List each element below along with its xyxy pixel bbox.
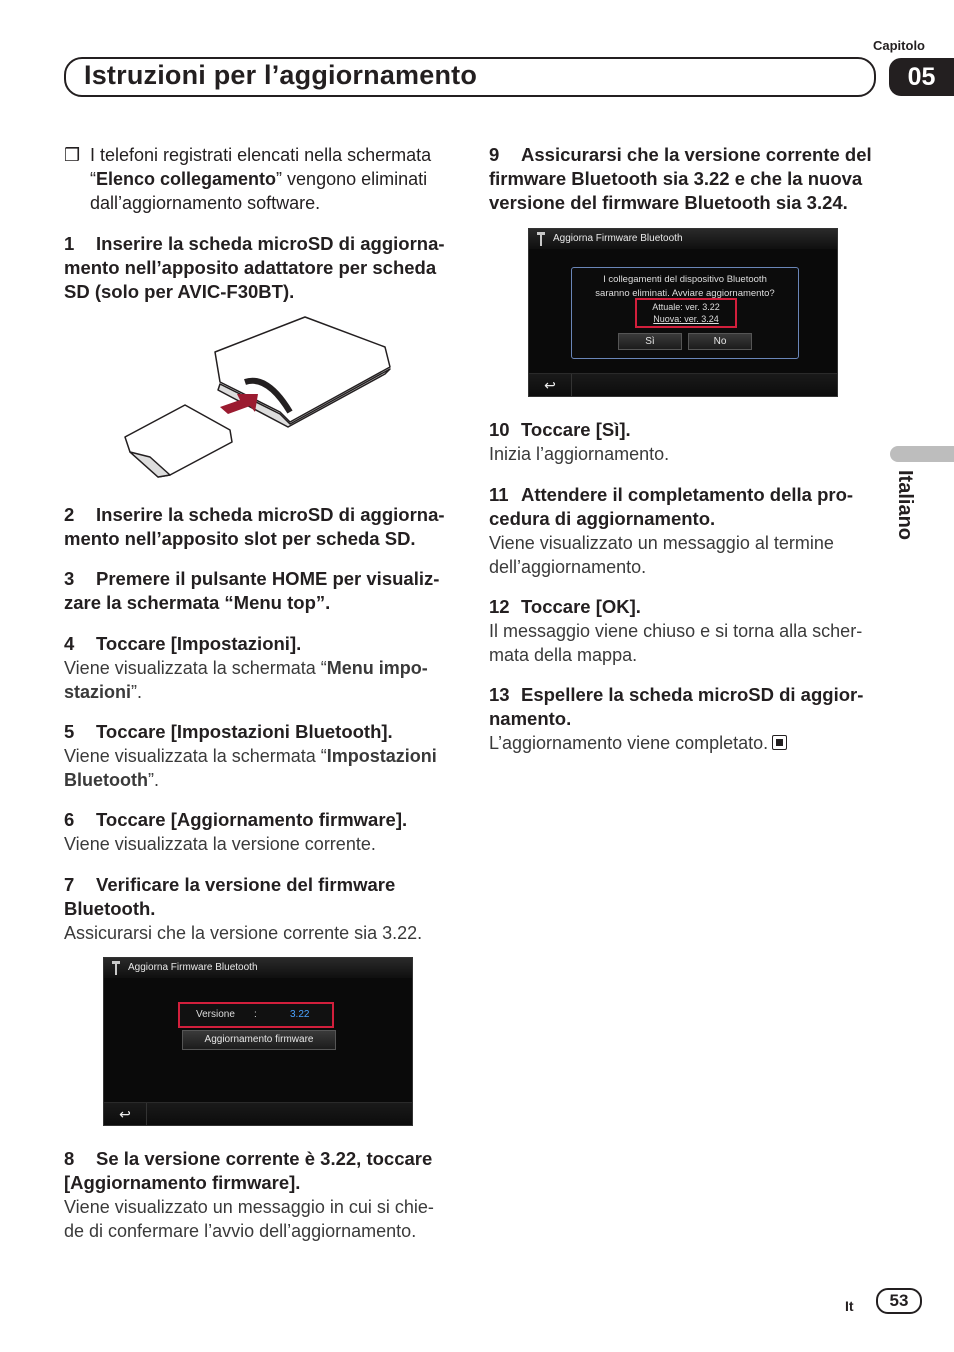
step-body-after: ”. xyxy=(147,770,159,790)
step-3 xyxy=(64,567,449,615)
version-highlight xyxy=(178,1002,334,1028)
step-number: 13 xyxy=(489,684,510,705)
step-title: Assicurarsi che la versione corrente del firmware Bluetooth sia 3.22 e che la nuova versione del firmware Bluetooth sia 3.24. xyxy=(489,144,872,213)
no-button[interactable]: No xyxy=(688,333,752,350)
step-13 xyxy=(489,683,889,755)
version-value: 3.22 xyxy=(290,1009,310,1020)
step-body: Inizia l’aggiornamento. xyxy=(489,444,670,464)
version-separator: : xyxy=(254,1009,257,1020)
step-9 xyxy=(489,143,879,215)
step-title: Toccare [Sì]. xyxy=(521,419,631,440)
insert-arrow-icon xyxy=(220,394,258,414)
step-body: Viene visualizzata la versione corrente. xyxy=(64,834,376,854)
note xyxy=(64,143,454,215)
new-version: Nuova: ver. 3.24 xyxy=(653,314,719,324)
step-number: 12 xyxy=(489,596,510,617)
end-of-section-icon xyxy=(772,735,787,750)
step-10 xyxy=(489,418,889,466)
footer-language: It xyxy=(845,1298,854,1314)
version-highlight xyxy=(635,298,737,328)
screen-bottom-bar xyxy=(104,1102,412,1125)
dialog-message-line-1: I collegamenti del dispositivo Bluetooth xyxy=(603,274,767,285)
step-5 xyxy=(64,720,464,792)
step-2 xyxy=(64,503,449,551)
step-body: Viene visualizzato un messaggio in cui si chie- de di confermare l’avvio dell’aggiornamento. xyxy=(64,1197,434,1241)
step-number: 4 xyxy=(64,633,75,654)
step-12 xyxy=(489,595,889,667)
step-title: Espellere la scheda microSD di aggior- namento. xyxy=(489,684,864,729)
step-number: 2 xyxy=(64,504,75,525)
step-title: Premere il pulsante HOME per visualiz- zare la schermata “Menu top”. xyxy=(64,568,440,613)
note-text-after: ” vengono eliminati dall’aggiornamento software. xyxy=(90,169,428,213)
note-text-before: I telefoni registrati elencati nella schermata “ xyxy=(90,145,432,189)
step-number: 5 xyxy=(64,721,75,742)
step-body-before: Viene visualizzata la schermata “ xyxy=(64,658,327,678)
step-body: Assicurarsi che la versione corrente sia 3.22. xyxy=(64,923,423,943)
step-body-bold: Menu impo- stazioni xyxy=(64,658,428,702)
screen-bottom-bar xyxy=(529,373,837,396)
step-title: Toccare [OK]. xyxy=(521,596,641,617)
back-icon[interactable]: ↩ xyxy=(104,1103,147,1125)
step-title: Inserire la scheda microSD di aggiorna- mento nell’apposito slot per scheda SD. xyxy=(64,504,445,549)
chapter-label: Capitolo xyxy=(873,38,925,53)
update-confirm-screen xyxy=(528,228,838,397)
yes-button[interactable]: Sì xyxy=(618,333,682,350)
pioneer-logo-icon xyxy=(112,961,120,975)
step-number: 9 xyxy=(489,144,500,165)
step-1 xyxy=(64,232,449,304)
microsd-card-shape xyxy=(125,405,232,477)
step-8 xyxy=(64,1147,454,1243)
step-title: Se la versione corrente è 3.22, toccare [Aggiornamento firmware]. xyxy=(64,1148,433,1193)
firmware-version-screen xyxy=(103,957,413,1126)
step-body: Il messaggio viene chiuso e si torna alla scher- mata della mappa. xyxy=(489,621,863,665)
current-version: Attuale: ver. 3.22 xyxy=(652,302,720,312)
screen-title: Aggiorna Firmware Bluetooth xyxy=(529,229,837,249)
note-bold: Elenco collegamento xyxy=(96,169,277,189)
language-tab xyxy=(890,446,954,462)
step-title: Verificare la versione del firmware Bluetooth. xyxy=(64,874,396,919)
step-4 xyxy=(64,632,464,704)
step-number: 10 xyxy=(489,419,510,440)
step-title: Attendere il completamento della pro- cedura di aggiornamento. xyxy=(489,484,854,529)
step-title: Inserire la scheda microSD di aggiorna- mento nell’apposito adattatore per scheda SD (solo per AVIC-F30BT). xyxy=(64,233,445,302)
note-bullet: ❒ xyxy=(64,145,81,165)
page-number: 53 xyxy=(876,1288,922,1314)
step-body-after: ”. xyxy=(131,682,143,702)
confirm-dialog xyxy=(571,267,799,359)
chapter-number: 05 xyxy=(889,58,954,96)
step-number: 6 xyxy=(64,809,75,830)
firmware-update-button[interactable]: Aggiornamento firmware xyxy=(182,1030,336,1050)
step-title: Toccare [Aggiornamento firmware]. xyxy=(96,809,408,830)
step-7 xyxy=(64,873,464,945)
back-icon[interactable]: ↩ xyxy=(529,374,572,396)
dialog-message-line-2: saranno eliminati. Avviare aggiornamento? xyxy=(595,288,775,299)
step-body: Viene visualizzato un messaggio al termine dell’aggiornamento. xyxy=(489,533,834,577)
step-body-before: Viene visualizzata la schermata “ xyxy=(64,746,327,766)
step-body-bold: Impostazioni Bluetooth xyxy=(64,746,437,790)
language-label: Italiano xyxy=(894,470,916,541)
step-number: 1 xyxy=(64,233,75,254)
step-number: 7 xyxy=(64,874,75,895)
pioneer-logo-icon xyxy=(537,232,545,246)
step-title: Toccare [Impostazioni]. xyxy=(96,633,302,654)
page-title: Istruzioni per l’aggiornamento xyxy=(84,60,478,90)
step-body: L’aggiornamento viene completato. xyxy=(489,733,769,753)
step-number: 8 xyxy=(64,1148,75,1169)
step-number: 11 xyxy=(489,484,509,505)
step-number: 3 xyxy=(64,568,75,589)
version-label: Versione xyxy=(196,1009,235,1020)
step-11 xyxy=(489,483,874,579)
step-6 xyxy=(64,808,464,856)
screen-title: Aggiorna Firmware Bluetooth xyxy=(104,958,412,978)
sd-adapter-illustration xyxy=(120,312,400,487)
step-title: Toccare [Impostazioni Bluetooth]. xyxy=(96,721,393,742)
